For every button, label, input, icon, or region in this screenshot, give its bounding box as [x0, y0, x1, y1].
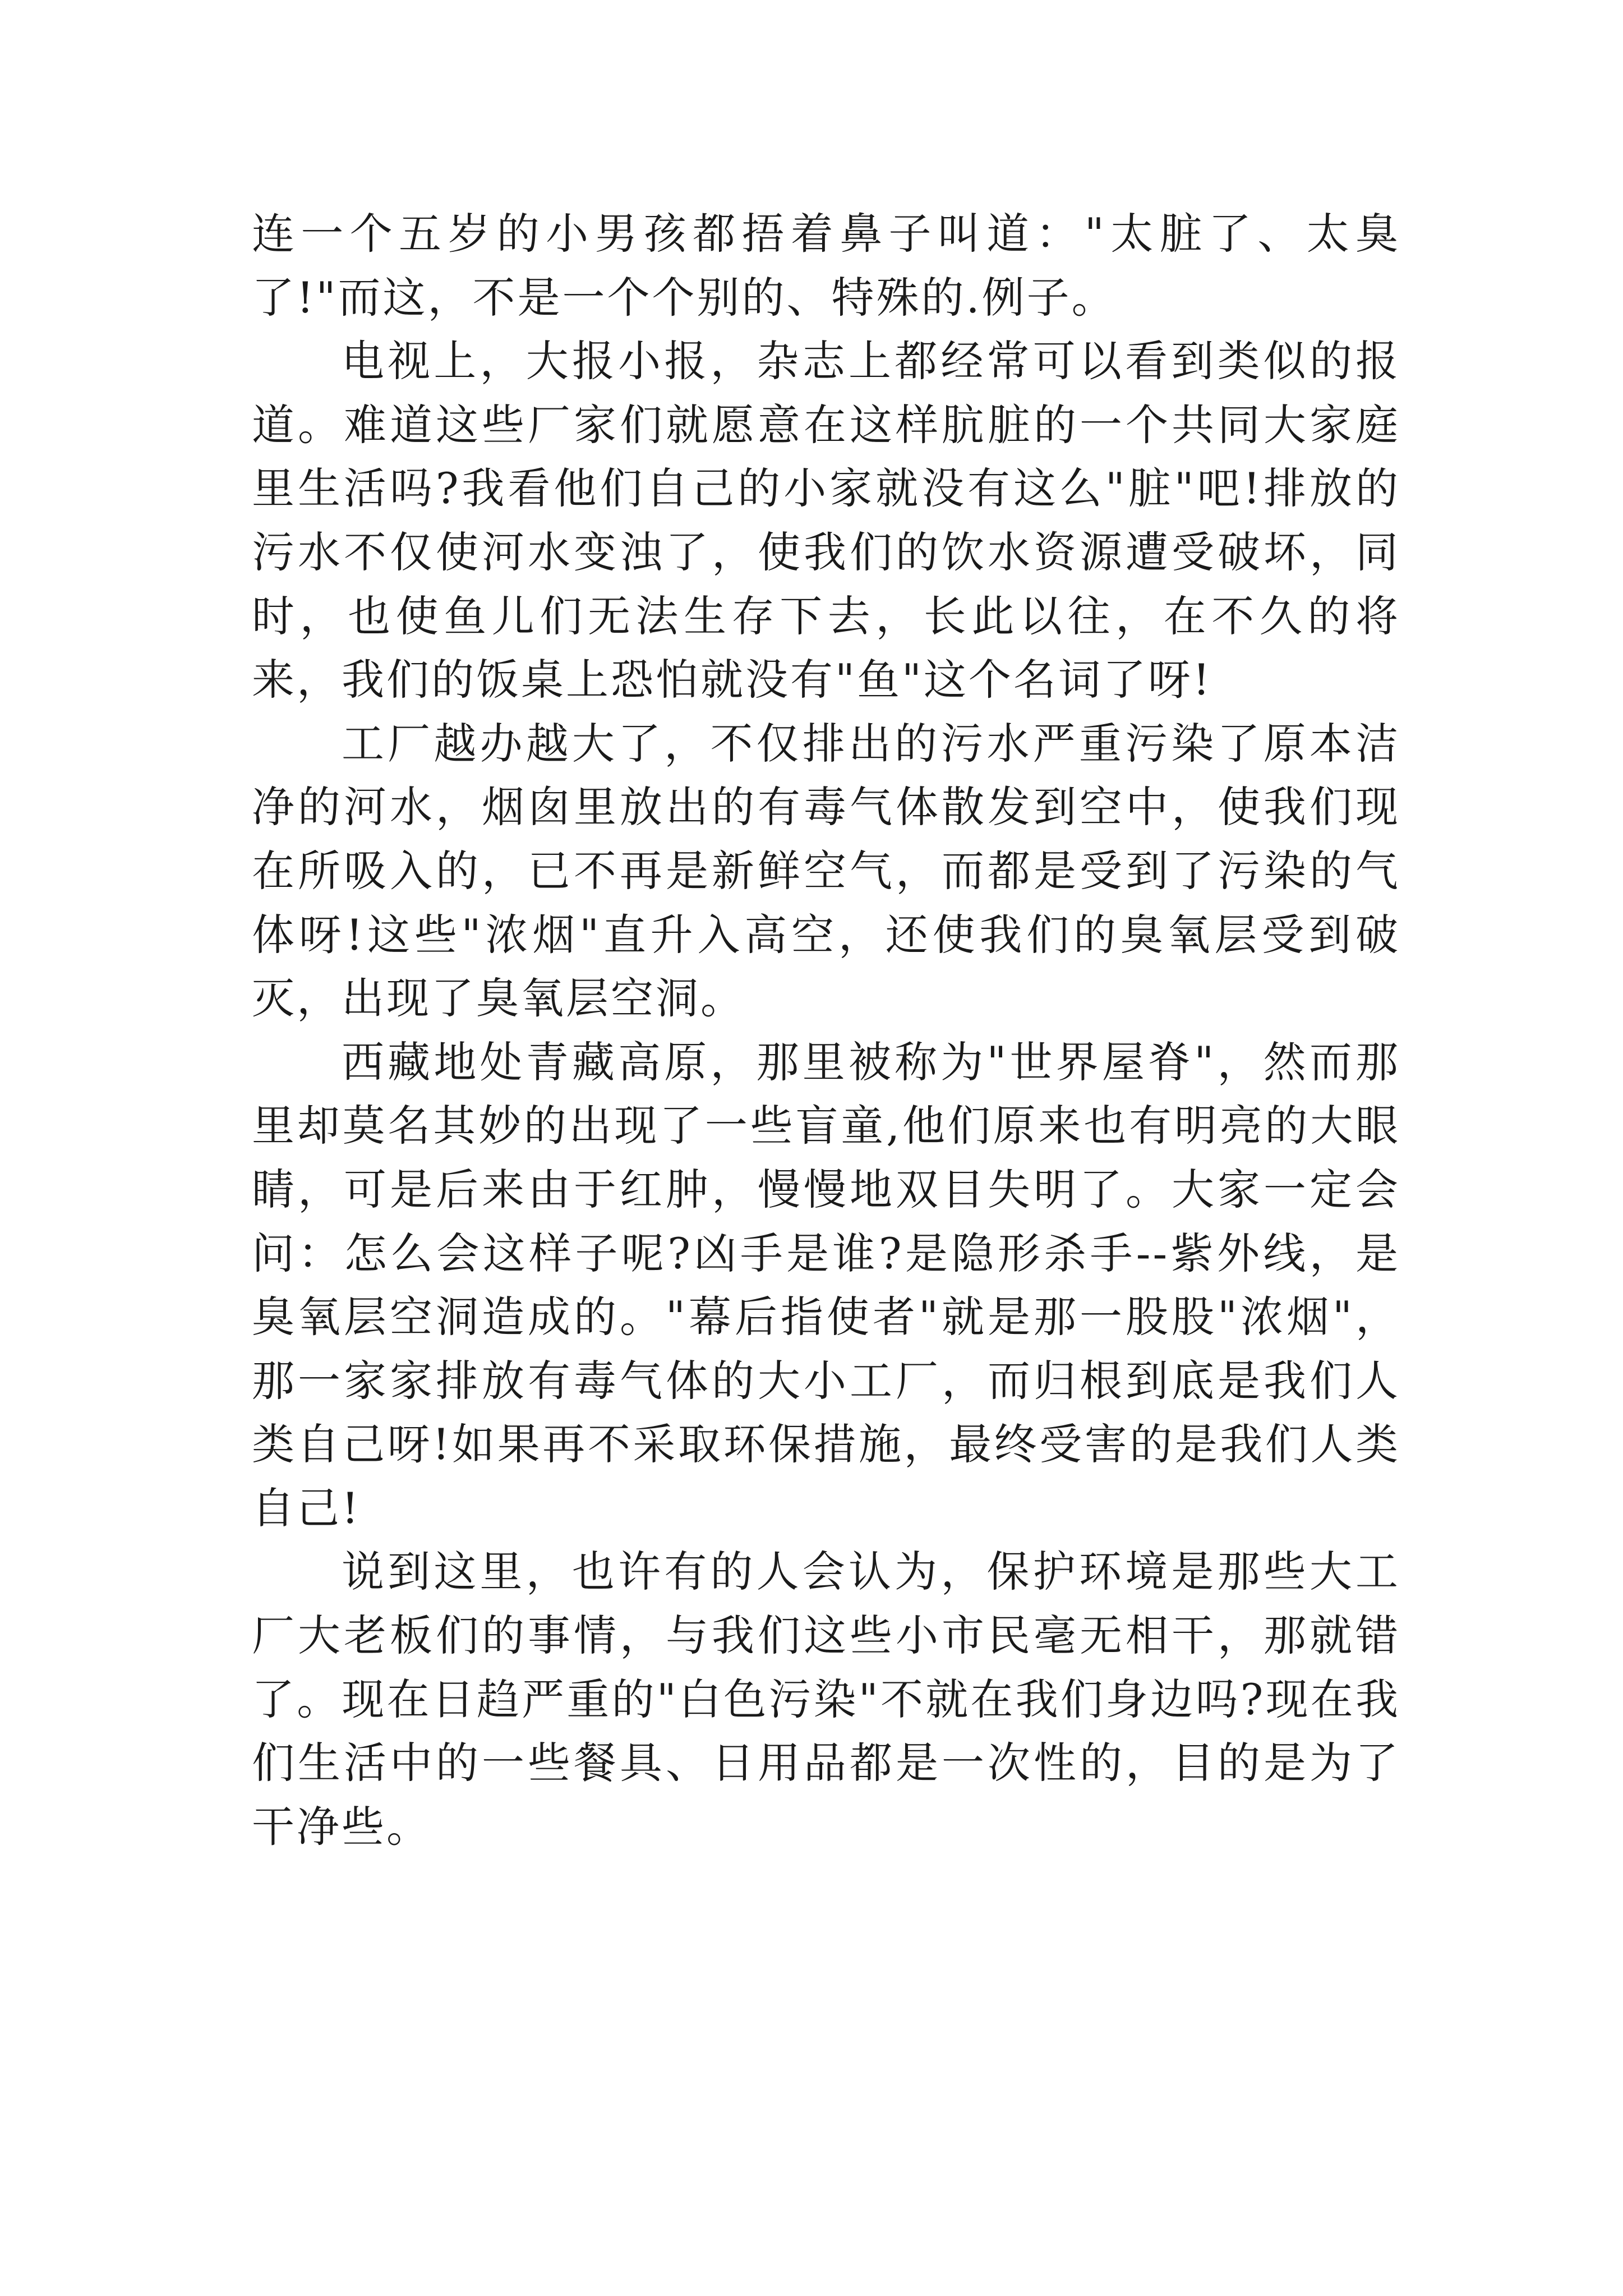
paragraph-2: 电视上，大报小报，杂志上都经常可以看到类似的报道。难道这些厂家们就愿意在这样肮脏的一个共同大家庭里生活吗?我看他们自己的小家就没有这么"脏"吧!排放的污水不仅使河水变浊了，使我们的饮水资源遭受破坏，同时，也使鱼儿们无法生存下去，长此以往，在不久的将来，我们的饭桌上恐怕就没有"鱼"这个名词了呀!: [252, 336, 1400, 705]
paragraph-5: 说到这里，也许有的人会认为，保护环境是那些大工厂大老板们的事情，与我们这些小市民毫无相干，那就错了。现在日趋严重的"白色污染"不就在我们身边吗?现在我们生活中的一些餐具、日用品都是一次性的，目的是为了干净些。: [252, 1547, 1400, 1852]
body-text: [252, 202, 1400, 1858]
paragraph-4: 西藏地处青藏高原，那里被称为"世界屋脊"，然而那里却莫名其妙的出现了一些盲童,他们原来也有明亮的大眼睛，可是后来由于红肿，慢慢地双目失明了。大家一定会问：怎么会这样子呢?凶手是谁?是隐形杀手--紫外线，是臭氧层空洞造成的。"幕后指使者"就是那一股股"浓烟"，那一家家排放有毒气体的大小工厂，而归根到底是我们人类自己呀!如果再不采取环保措施，最终受害的是我们人类自己!: [252, 1037, 1400, 1533]
paragraph-1: 连一个五岁的小男孩都捂着鼻子叫道："太脏了、太臭了!"而这，不是一个个别的、特殊的.例子。: [252, 209, 1400, 323]
paragraph-3: 工厂越办越大了，不仅排出的污水严重污染了原本洁净的河水，烟囱里放出的有毒气体散发到空中，使我们现在所吸入的，已不再是新鲜空气，而都是受到了污染的气体呀!这些"浓烟"直升入高空，还使我们的臭氧层受到破灭，出现了臭氧层空洞。: [252, 718, 1400, 1024]
